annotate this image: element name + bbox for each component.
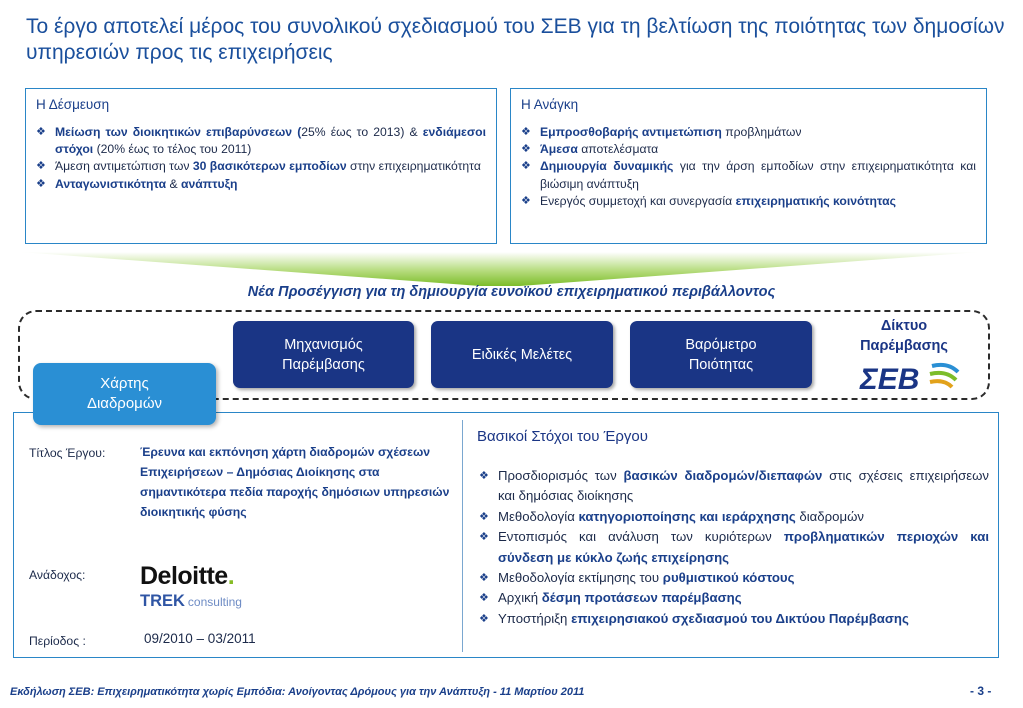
text: Υποστήριξη [498,610,572,626]
bullet-icon: ❖ [36,160,46,173]
project-title-label: Τίτλος Έργου: [29,446,106,460]
deloitte-logo [140,562,234,591]
roadmap-label-line2: Διαδρομών [86,395,163,412]
bold-text: Ανταγωνιστικότητα [55,176,167,191]
roadmap-tab[interactable] [33,363,216,425]
bullet-icon: ❖ [479,531,489,544]
bold-text: προβληματικών περιοχών και σύνδεση με κύκλο ζωής επιχείρησης [498,529,989,565]
contractor-label: Ανάδοχος: [29,568,86,582]
text: διαδρομών [795,508,864,524]
bullet-icon: ❖ [479,510,489,523]
trek-logo-subtext: consulting [187,595,242,609]
bullet-icon: ❖ [36,177,46,190]
list-item [479,527,989,568]
network-label-line2: Παρέμβασης [860,338,948,354]
text: στην επιχειρηματικότητα [346,159,481,174]
bold-text: δέσμη προτάσεων παρέμβασης [541,590,742,606]
text: για την άρση εμποδίων στην επιχειρηματικότητα και βιώσιμη ανάπτυξη [540,159,976,191]
period-label: Περίοδος : [29,634,86,648]
goals-list [479,466,989,629]
text: Αρχική [498,590,542,606]
studies-label: Ειδικές Μελέτες [471,346,573,363]
bold-text: ανάπτυξη [181,176,238,191]
list-item [521,193,976,210]
bullet-icon: ❖ [521,160,531,173]
list-item [521,141,976,158]
text: Άμεση αντιμετώπιση των [55,159,193,174]
text: Ενεργός συμμετοχή και συνεργασία [540,193,736,208]
bold-text: επιχειρηματικής κοινότητας [735,193,896,208]
bold-text: Μείωση των διοικητικών επιβαρύνσεων ( [55,125,302,139]
list-item [521,124,976,141]
bullet-icon: ❖ [521,194,531,207]
bold-text: Εμπροσθοβαρής αντιμετώπιση [540,125,722,139]
need-list [521,124,976,210]
bold-text: κατηγοριοποίησης και ιεράρχησης [578,508,796,524]
bold-text: βασικών διαδρομών/διεπαφών [623,468,823,483]
list-item [36,158,486,175]
need-heading: Η Ανάγκη [521,97,579,112]
mechanism-button[interactable] [233,321,414,388]
mechanism-label-line1: Μηχανισμός [284,336,363,353]
roadmap-label-line1: Χάρτης [100,375,149,392]
bullet-icon: ❖ [479,572,489,585]
approach-subtitle: Νέα Προσέγγιση για τη δημιουργία ευνοϊκού επιχειρηματικού περιβάλλοντος [247,284,776,300]
text: Προσδιορισμός των [498,468,624,483]
text: στις σχέσεις επιχειρήσεων και δημόσιας διοίκησης [498,468,989,504]
network-label-line1: Δίκτυο [880,318,928,334]
bullet-icon: ❖ [479,470,489,482]
list-item [36,124,486,158]
trek-logo [140,592,242,611]
deloitte-logo-text: Deloitte [140,562,228,590]
bullet-icon: ❖ [479,592,489,605]
list-item [36,176,486,193]
list-item [479,568,989,588]
list-item [479,588,989,608]
footer-text: Εκδήλωση ΣΕΒ: Επιχειρηματικότητα χωρίς Εμπόδια: Ανοίγοντας Δρόμους για την Ανάπτυξη - 11 Μαρτίου 2011 [10,686,585,698]
barometer-button[interactable] [630,321,812,388]
goals-heading: Βασικοί Στόχοι του Έργου [477,428,648,445]
text: & [166,176,181,191]
trek-logo-text: TREK [140,592,185,610]
bullet-icon: ❖ [521,126,531,138]
bullet-icon: ❖ [36,126,46,138]
page-number: - 3 - [970,684,992,698]
bold-text: ενδιάμεσοι στόχοι [55,125,486,157]
text: 25% έως το 2013) & [301,125,423,139]
barometer-label-line2: Ποιότητας [688,356,754,373]
bold-text: ρυθμιστικού κόστους [662,570,795,586]
bold-text: 30 βασικότερων εμποδίων [192,159,347,174]
list-item [521,158,976,192]
text: Μεθοδολογία [498,508,579,524]
network-label [838,316,970,356]
mechanism-label-line2: Παρέμβασης [282,356,365,373]
list-item [479,507,989,527]
commitment-heading: Η Δέσμευση [36,97,110,112]
text: (20% έως το τέλος του 2011) [93,142,252,157]
slide-title: Το έργο αποτελεί μέρος του συνολικού σχεδιασμού του ΣΕΒ για τη βελτίωση της ποιότητας των δημοσίων υπηρεσιών προς τις επιχειρήσεις [26,15,1005,64]
bold-text: Άμεσα [540,142,578,157]
list-item [479,609,989,629]
panel-divider [462,420,463,652]
bold-text: Δημιουργία δυναμικής [540,159,674,174]
period-value: 09/2010 – 03/2011 [144,631,256,646]
bold-text: επιχειρησιακού σχεδιασμού του Δικτύου Παρέμβασης [571,610,909,626]
studies-button[interactable] [431,321,613,388]
bullet-icon: ❖ [479,612,489,625]
seb-logo [858,360,962,394]
text: Εντοπισμός και ανάλυση των κυριότερων [498,529,784,545]
list-item [479,466,989,507]
bullet-icon: ❖ [521,143,531,156]
text: αποτελέσματα [577,142,659,157]
barometer-label-line1: Βαρόμετρο [685,336,757,353]
text: Μεθοδολογία εκτίμησης του [498,570,663,586]
funnel-arrow [20,250,980,286]
commitment-box [25,88,497,244]
need-box [510,88,987,244]
commitment-list [36,124,486,193]
seb-logo-text: ΣΕΒ [860,363,920,394]
deloitte-logo-dot: . [227,562,235,590]
text: προβλημάτων [721,125,802,139]
project-title-value: Έρευνα και εκπόνηση χάρτη διαδρομών σχέσεων Επιχειρήσεων – Δημόσιας Διοίκησης στα σημαντικότερα πεδία παροχής δημόσιων υπηρεσιών διοικητικής φύσης [140,445,450,519]
